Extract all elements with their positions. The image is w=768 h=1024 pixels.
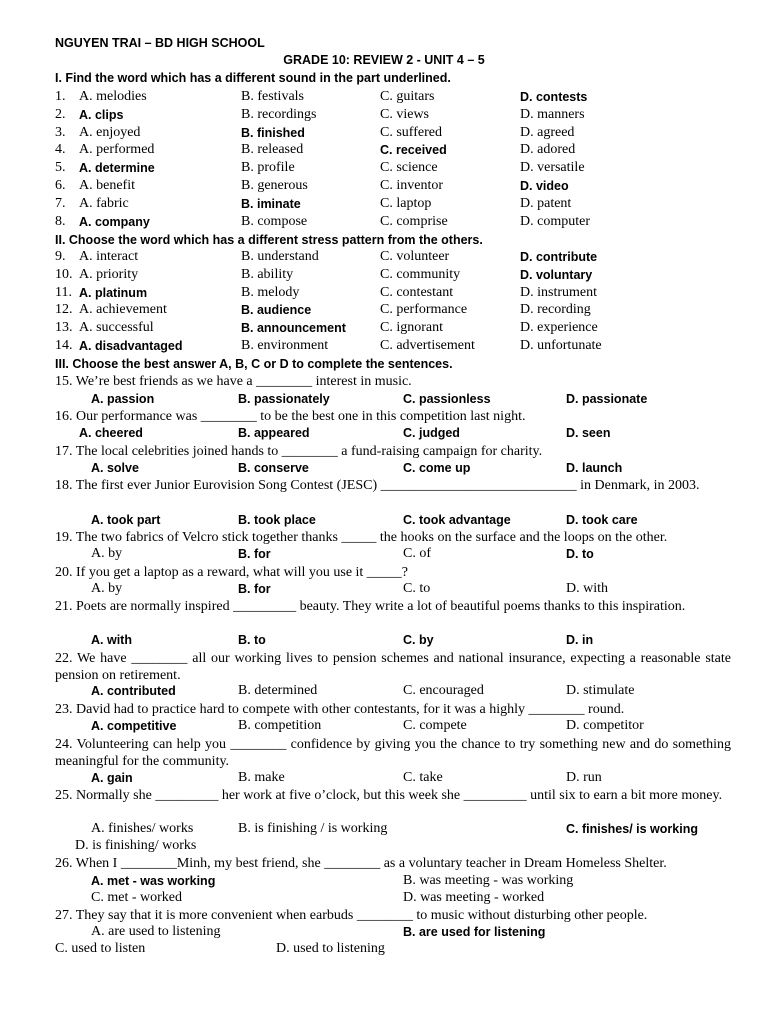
question-number: 1. <box>55 89 66 104</box>
option-b: B. are used for listening <box>403 925 546 939</box>
option-a: A. priority <box>79 266 139 282</box>
question-row <box>0 125 768 143</box>
option-b: B. profile <box>241 160 295 176</box>
option-c: C. used to listen <box>55 941 146 956</box>
options-19 <box>0 546 768 564</box>
option-a: A. solve <box>91 461 139 475</box>
option-a: A. met - was working <box>91 874 216 888</box>
option-c: C. ignorant <box>380 320 443 336</box>
option-a: A. cheered <box>79 426 143 440</box>
option-c: C. comprise <box>380 213 448 229</box>
question-27: 27. They say that it is more convenient when earbuds ________ to music without disturbing other people. <box>55 908 648 923</box>
option-b: B. understand <box>241 249 319 264</box>
option-c: C. encouraged <box>403 683 484 698</box>
question-row <box>0 302 768 320</box>
options-18 <box>0 512 768 530</box>
option-c: C. suffered <box>380 124 442 140</box>
option-b: B. passionately <box>238 392 330 406</box>
question-number: 2. <box>55 106 66 122</box>
options-26 <box>0 873 768 891</box>
option-a: A. company <box>79 214 150 229</box>
option-a: A. enjoyed <box>79 124 141 140</box>
option-d: D. manners <box>520 106 585 122</box>
option-c: C. of <box>403 546 431 561</box>
option-b: B. finished <box>241 125 305 140</box>
question-21: 21. Poets are normally inspired _________ beauty. They write a lot of beautiful poems thanks to this inspiration. <box>55 599 686 614</box>
question-number: 12. <box>55 302 73 318</box>
option-c: C. by <box>403 633 434 647</box>
question-number: 3. <box>55 124 66 140</box>
options-25 <box>0 821 768 839</box>
option-d: D. versatile <box>520 160 585 176</box>
option-c: C. science <box>380 160 438 176</box>
option-d: D. used to listening <box>276 941 385 956</box>
option-b: B. announcement <box>241 321 346 336</box>
question-17: 17. The local celebrities joined hands to ________ a fund-raising campaign for charity. <box>55 444 543 459</box>
question-16: 16. Our performance was ________ to be the best one in this competition last night. <box>55 409 526 424</box>
section-3-heading: III. Choose the best answer A, B, C or D to complete the sentences. <box>55 357 453 371</box>
option-a: A. took part <box>91 513 161 527</box>
options-16 <box>0 425 768 443</box>
question-number: 6. <box>55 178 66 193</box>
question-row <box>0 320 768 338</box>
option-c: C. to <box>403 581 431 596</box>
options-27-cont <box>0 941 768 959</box>
question-number: 7. <box>55 195 66 211</box>
option-c: C. met - worked <box>91 890 182 905</box>
option-d: D. patent <box>520 195 572 211</box>
section-1-heading: I. Find the word which has a different sound in the part underlined. <box>55 71 451 85</box>
question-row <box>0 89 768 107</box>
option-c: C. took advantage <box>403 513 511 527</box>
option-b: B. ability <box>241 266 294 282</box>
question-number: 5. <box>55 160 66 176</box>
options-22 <box>0 683 768 701</box>
question-row <box>0 160 768 178</box>
option-b: B. compose <box>241 213 308 229</box>
options-24 <box>0 770 768 788</box>
question-25: 25. Normally she _________ her work at five o’clock, but this week she _________ until six to earn a bit more money. <box>55 788 723 803</box>
option-d: D. contests <box>520 90 588 104</box>
question-number: 9. <box>55 249 66 264</box>
option-b: B. released <box>241 142 304 158</box>
option-a: A. gain <box>91 771 133 785</box>
question-row <box>0 214 768 232</box>
question-26: 26. When I ________Minh, my best friend, she ________ as a voluntary teacher in Dream Homeless Shelter. <box>55 856 667 871</box>
option-a: A. achievement <box>79 302 167 318</box>
option-a: A. disadvantaged <box>79 339 183 353</box>
option-a: A. by <box>91 546 123 561</box>
option-a: A. platinum <box>79 285 148 300</box>
question-row <box>0 267 768 285</box>
option-b: B. was meeting - was working <box>403 873 574 888</box>
option-c: C. passionless <box>403 392 491 406</box>
option-a: A. clips <box>79 107 124 122</box>
question-24: 24. Volunteering can help you ________ confidence by giving you the chance to try something new and do something meaningful for the community. <box>55 737 731 769</box>
question-number: 10. <box>55 266 73 282</box>
option-d: D. recording <box>520 302 591 318</box>
option-b: B. competition <box>238 718 322 733</box>
question-row <box>0 196 768 214</box>
option-b: B. recordings <box>241 106 317 122</box>
question-20: 20. If you get a laptop as a reward, what will you use it _____? <box>55 565 409 580</box>
option-c: C. guitars <box>380 89 435 104</box>
option-a: A. benefit <box>79 178 135 193</box>
options-26-cont <box>0 890 768 908</box>
option-c: C. take <box>403 770 443 785</box>
question-row <box>0 142 768 160</box>
school-name: NGUYEN TRAI – BD HIGH SCHOOL <box>55 36 265 50</box>
option-b: B. appeared <box>238 426 310 440</box>
question-row <box>0 285 768 303</box>
option-b: B. is finishing / is working <box>238 821 388 836</box>
option-c: C. compete <box>403 718 467 733</box>
option-b: B. took place <box>238 513 316 527</box>
question-number: 4. <box>55 142 66 158</box>
option-d: D. voluntary <box>520 267 593 282</box>
option-c: C. laptop <box>380 195 432 211</box>
worksheet-title: GRADE 10: REVIEW 2 - UNIT 4 – 5 <box>283 53 485 67</box>
option-d: D. in <box>566 633 594 647</box>
question-19: 19. The two fabrics of Velcro stick together thanks _____ the hooks on the surface and the loops on the other. <box>55 530 668 545</box>
option-d: D. to <box>566 547 594 561</box>
option-d: D. computer <box>520 213 590 229</box>
option-a: A. finishes/ works <box>91 821 194 836</box>
option-b: B. to <box>238 633 266 647</box>
option-a: A. interact <box>79 249 139 264</box>
option-c: C. views <box>380 106 429 122</box>
option-c: C. contestant <box>380 284 454 300</box>
section-2-heading: II. Choose the word which has a different stress pattern from the others. <box>55 233 483 247</box>
question-row <box>0 249 768 267</box>
question-number: 11. <box>55 284 72 300</box>
option-d: D. seen <box>566 426 611 440</box>
option-a: A. melodies <box>79 89 147 104</box>
option-d: D. unfortunate <box>520 338 602 353</box>
option-d: D. experience <box>520 320 598 336</box>
option-b: B. make <box>238 770 285 785</box>
option-a: A. with <box>91 633 132 647</box>
question-row <box>0 338 768 356</box>
options-27 <box>0 924 768 942</box>
option-a: A. performed <box>79 142 155 158</box>
option-c: C. judged <box>403 426 460 440</box>
option-b: B. iminate <box>241 196 301 211</box>
options-17 <box>0 460 768 478</box>
option-c: C. received <box>380 143 447 158</box>
option-b: B. generous <box>241 178 308 193</box>
options-21 <box>0 632 768 650</box>
option-a: A. successful <box>79 320 154 336</box>
option-c: C. advertisement <box>380 338 475 353</box>
option-c: C. community <box>380 266 461 282</box>
question-23: 23. David had to practice hard to compete with other contestants, for it was a highly ________ round. <box>55 702 625 717</box>
option-d: D. launch <box>566 461 623 475</box>
option-d: D. stimulate <box>566 683 635 698</box>
options-23 <box>0 718 768 736</box>
option-a: A. passion <box>91 392 155 406</box>
question-row <box>0 178 768 196</box>
option-b: B. audience <box>241 303 312 318</box>
option-b: B. environment <box>241 338 329 353</box>
option-d: D. was meeting - worked <box>403 890 545 905</box>
option-a: A. determine <box>79 161 155 176</box>
option-b: B. for <box>238 582 271 596</box>
option-c: C. finishes/ is working <box>566 822 698 836</box>
question-number: 14. <box>55 338 73 353</box>
option-a: A. fabric <box>79 195 129 211</box>
option-d: D. took care <box>566 513 638 527</box>
question-18: 18. The first ever Junior Eurovision Song Contest (JESC) ____________________________ in Denmark, in 2003. <box>55 478 700 493</box>
option-b: B. melody <box>241 284 300 300</box>
option-d: D. instrument <box>520 284 597 300</box>
option-b: B. determined <box>238 683 318 698</box>
option-c: C. come up <box>403 461 471 475</box>
option-a: A. competitive <box>91 719 177 733</box>
option-b: B. festivals <box>241 89 304 104</box>
option-c: C. performance <box>380 302 468 318</box>
option-c: C. volunteer <box>380 249 450 264</box>
option-b: B. for <box>238 547 271 561</box>
question-22: 22. We have ________ all our working lives to pension schemes and national insurance, expecting a reasonable state pension on retirement. <box>55 651 731 683</box>
option-a: A. contributed <box>91 684 176 698</box>
options-25-cont <box>0 838 768 856</box>
question-number: 13. <box>55 320 73 336</box>
option-a: A. are used to listening <box>91 924 221 939</box>
option-a: A. by <box>91 581 123 596</box>
option-d: D. adored <box>520 142 576 158</box>
option-d: D. is finishing/ works <box>75 838 197 853</box>
option-d: D. competitor <box>566 718 644 733</box>
option-d: D. contribute <box>520 250 598 264</box>
question-number: 8. <box>55 213 66 229</box>
options-15 <box>0 391 768 409</box>
options-20 <box>0 581 768 599</box>
question-row <box>0 107 768 125</box>
option-d: D. video <box>520 179 569 193</box>
option-d: D. passionate <box>566 392 648 406</box>
option-c: C. inventor <box>380 178 443 193</box>
option-b: B. conserve <box>238 461 309 475</box>
question-15: 15. We’re best friends as we have a ________ interest in music. <box>55 374 412 389</box>
option-d: D. with <box>566 581 608 596</box>
option-d: D. agreed <box>520 124 575 140</box>
option-d: D. run <box>566 770 602 785</box>
